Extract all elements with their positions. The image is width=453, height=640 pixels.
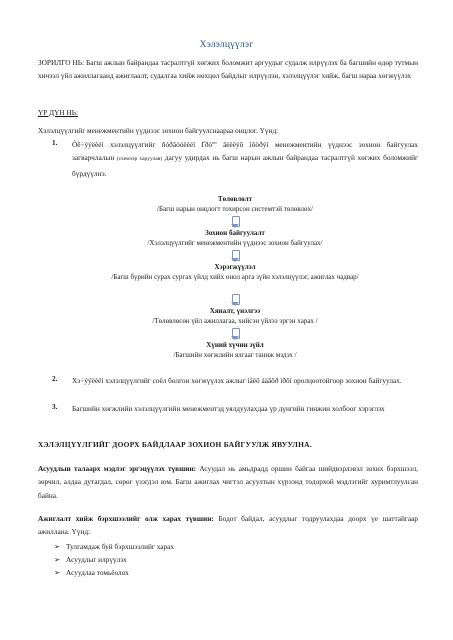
- paragraph-1-text: Асуудал нь амьдрадд оршин байгаа шийдвэрлэвэл зохих бэрхшээл, зөрчил, алдаа дутагдал, сөрөг үзэгдэл юм. Багш ажиглах чигтэл асуултын хүрээнд тодорхой мэдлэгийг хуримтлуулсан байна.: [38, 464, 419, 500]
- item-2-text: Хэ÷ýýëèéí хэлэлцүүлгийг соёл болгон хөгжүүлэх ажлыг ìåëô áäãõð ìðõí оролцоотойгоор зохион байгуулах.: [72, 376, 402, 385]
- arrow-bullet-icon: ➢: [54, 568, 61, 577]
- flow-step-desc: /Багшийн хөгжлийн ялгааг таниж мэдэх /: [173, 351, 297, 359]
- flow-step-desc: /Багш бүрийн сурах сургах үйлд хийх онол арга зүйн хэлэлцүүлэг, ажиглах чадвар/: [111, 273, 359, 281]
- result-heading: ҮР ДҮН НЬ:: [38, 108, 78, 117]
- paragraph-1: [38, 462, 418, 502]
- flow-step-3: [90, 262, 380, 282]
- section-heading: ХЭЛЭЛЦҮҮЛГИЙГ ДООРХ БАЙДЛААР ЗОХИОН БАЙГУУЛЖ ЯВУУЛНА.: [38, 440, 312, 449]
- flow-step-title: Хэрэгжүүлэл: [214, 263, 256, 271]
- item-3-text: Багшийн хөгжлийн хэлэлцүүлгийн менежментэд уялдуулахдаа үр дүнгийн гинжин холбоог хэрэглэх: [72, 404, 385, 413]
- goal-label: ЗОРИЛГО НЬ:: [38, 58, 84, 67]
- down-arrow-icon: [232, 216, 240, 227]
- flow-step-1: [90, 194, 380, 214]
- item-1-small: (схемээр харуулав): [116, 156, 163, 163]
- down-arrow-icon: [232, 328, 240, 339]
- arrow-bullet-icon: ➢: [54, 555, 61, 564]
- flow-step-title: Төлөвлөлт: [217, 195, 253, 203]
- flow-step-title: Зохион байгуулалт: [205, 229, 265, 237]
- flow-step-title: Хяналт, үнэлгээ: [209, 307, 261, 315]
- process-intro: Хэлэлцүүлгийг менежментийн үүднээс зохион байгуулснаараа онцлог. Үүнд:: [38, 126, 279, 135]
- item-1-number: 1.: [52, 138, 58, 147]
- down-arrow-icon: [232, 250, 240, 261]
- page-title: Хэлэлцүүлэг: [199, 40, 254, 50]
- bullet-text: Асуудлыг илрүүлэх: [66, 555, 127, 564]
- item-1-text: [72, 138, 418, 180]
- paragraph-1-label: Асуудлын талаарх мэдлэг эргэцүүлэх түвшин:: [38, 464, 197, 473]
- item-1-text-b: дагуу удирдах нь багш нарын ажлын байрандаа тасралтгүй хөгжих боломжийг бүрдүүлнэ.: [72, 153, 418, 178]
- item-3-number: 3.: [52, 402, 58, 411]
- bullet-text: Асуудлаа томьёолох: [66, 568, 129, 577]
- arrow-bullet-icon: ➢: [54, 542, 61, 551]
- bullet-item: [54, 555, 127, 564]
- flow-step-4: [90, 306, 380, 326]
- bullet-item: [54, 542, 174, 551]
- flow-step-title: Хүний хүчин зүйл: [206, 341, 264, 349]
- flow-step-2: [90, 228, 380, 248]
- paragraph-2-label: Ажиглалт хийж бэрхшээлийг олж харах түвшин:: [38, 514, 214, 523]
- paragraph-2: [38, 512, 418, 539]
- goal-text: Багш ажлын байрандаа тасралтгүй хөгжих боломжит аргуудыг судалж илрүүлэх ба багшийн өдөр тутмын хичээл үйл ажиллагаанд ажиглаалт, судалгаа хийж нөхцөл байдлыг илрүүлэн, хэлэлцүүлэг хийж, багш нараа хөгжүүлэх: [38, 58, 419, 81]
- bullet-item: [54, 568, 129, 577]
- paragraph-2-text: Бодот байдал, асуудлыг тодруулахдаа доорх үе шаттайгаар ажиллана. Үүнд:: [38, 514, 418, 537]
- down-arrow-icon: [232, 294, 240, 305]
- flow-step-desc: /Багш нарын онцлогт тохирсон системтэй төлөвлөх/: [157, 205, 313, 213]
- item-2-number: 2.: [52, 374, 58, 383]
- flow-step-desc: /Төлөвлөсөн үйл ажиллагаа, хийсэн үйлээ эргэн харах /: [152, 317, 318, 325]
- flow-step-desc: /Хэлэлцүүлгийг менежментийн үүднээс зохион байгуулах/: [147, 239, 323, 247]
- bullet-text: Тулгамдаж буй бэрхшээлийг харах: [66, 542, 175, 551]
- goal-paragraph: [38, 56, 418, 83]
- flow-step-5: [90, 340, 380, 360]
- item-1-text-a: Õê÷ýýëèéí хэлэлцүүлгийг ñóðãóóëèéí Ґðòºº ãèëëýõ ìôòðýí менежментийн үүднээс зохион байгуулах загварчлалын: [72, 140, 418, 163]
